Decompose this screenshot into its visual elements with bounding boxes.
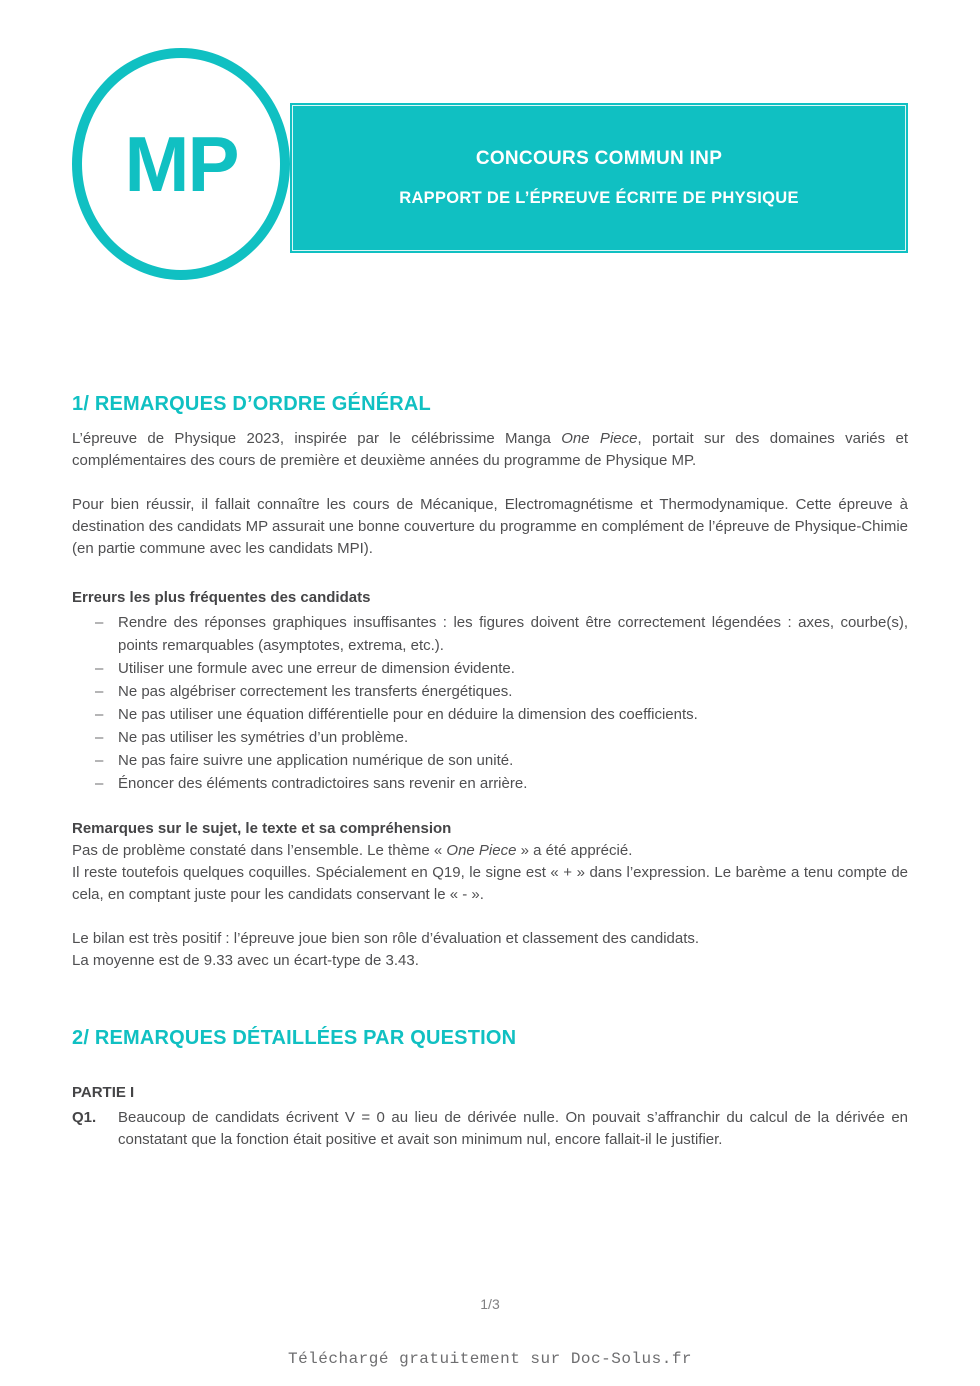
remarks-line-1 (72, 840, 908, 862)
mp-badge (72, 48, 290, 280)
errors-list-item: – Énoncer des éléments contradictoires sans revenir en arrière. (72, 772, 908, 795)
bilan-line-2: La moyenne est de 9.33 avec un écart-type de 3.43. (72, 952, 419, 969)
section-2-heading: 2/ REMARQUES DÉTAILLÉES PAR QUESTION (72, 1027, 517, 1049)
errors-list-item: – Ne pas utiliser les symétries d’un problème. (72, 726, 908, 749)
question-q1-label: Q1. (72, 1109, 97, 1126)
coverage-paragraph: Pour bien réussir, il fallait connaître les cours de Mécanique, Electromagnétisme et Thermodynamique. Cette épreuve à destination des candidats MP assurait une bonne couverture du programme en complément de l’épreuve de Physique-Chimie (en partie commune avec les candidats MPI). (72, 496, 908, 557)
watermark-text: Téléchargé gratuitement sur Doc-Solus.fr (287, 1350, 693, 1368)
remarks-line-2: Il reste toutefois quelques coquilles. Spécialement en Q19, le signe est « + » dans l’expression. Le barème a tenu compte de cela, en comptant juste pour les candidats conservant le « - ». (72, 864, 908, 903)
question-q1-text: Beaucoup de candidats écrivent V = 0 au lieu de dérivée nulle. On pouvait s’affranchir du calcul de la dérivée en constatant que la fonction était positive et avait son minimum nul, encore fallait-il le justifier. (118, 1109, 908, 1148)
errors-list (72, 611, 908, 795)
header-title: CONCOURS COMMUN INP (475, 148, 723, 169)
errors-heading: Erreurs les plus fréquentes des candidats (72, 589, 371, 606)
manga-title-italic: One Piece (446, 842, 517, 859)
intro-text-before: L’épreuve de Physique 2023, inspirée par le célébrissime Manga (72, 430, 562, 447)
section-1-heading: 1/ REMARQUES D’ORDRE GÉNÉRAL (72, 393, 431, 415)
bilan-paragraph (72, 928, 908, 972)
remarks-text-after: » a été apprécié. (516, 842, 633, 859)
errors-list-item: – Ne pas algébriser correctement les transferts énergétiques. (72, 680, 908, 703)
mp-badge-label: MP (124, 119, 238, 208)
errors-list-item: – Ne pas utiliser une équation différentielle pour en déduire la dimension des coefficients. (72, 703, 908, 726)
intro-text-after: , portait sur des domaines variés et complémentaires des cours de première et deuxième années du programme de Physique MP. (72, 430, 909, 469)
header-banner (290, 103, 908, 253)
page-number: 1/3 (480, 1296, 500, 1312)
intro-paragraph (72, 428, 908, 472)
errors-list-item: – Utiliser une formule avec une erreur de dimension évidente. (72, 657, 908, 680)
manga-title-italic: One Piece (561, 430, 638, 447)
report-body (0, 393, 980, 1151)
report-header (0, 0, 980, 280)
errors-list-item: – Rendre des réponses graphiques insuffisantes : les figures doivent être correctement légendées : axes, courbe(s), points remarquables (asymptotes, extrema, etc.). (72, 611, 908, 657)
errors-list-item: – Ne pas faire suivre une application numérique de son unité. (72, 749, 908, 772)
remarks-text-before: Pas de problème constaté dans l’ensemble. Le thème « (72, 842, 447, 859)
partie-1-heading: PARTIE I (72, 1084, 135, 1101)
header-subtitle: RAPPORT DE L’ÉPREUVE ÉCRITE DE PHYSIQUE (399, 189, 799, 207)
question-q1 (72, 1107, 908, 1151)
bilan-line-1: Le bilan est très positif : l’épreuve joue bien son rôle d’évaluation et classement des candidats. (72, 930, 700, 947)
remarks-heading: Remarques sur le sujet, le texte et sa compréhension (72, 820, 452, 837)
